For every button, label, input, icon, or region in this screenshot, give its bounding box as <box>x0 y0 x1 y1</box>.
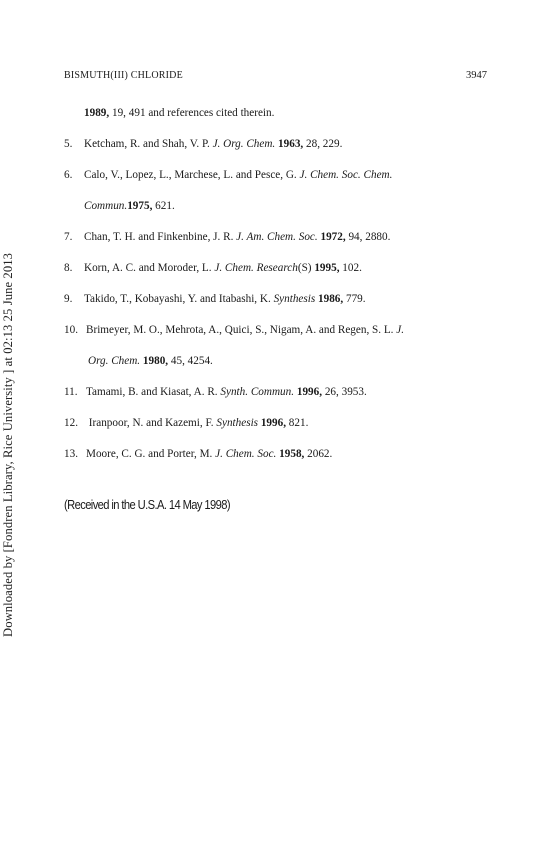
reference-authors: Calo, V., Lopez, L., Marchese, L. and Pesce, G. <box>84 169 300 181</box>
reference-authors: Korn, A. C. and Moroder, L. <box>84 262 215 274</box>
reference-journal: J. <box>396 324 405 336</box>
reference-item-continuation <box>84 200 175 212</box>
reference-rest: 45, 4254. <box>168 355 213 367</box>
reference-rest: 19, 491 and references cited therein. <box>109 107 275 119</box>
reference-number: 9. <box>64 293 73 305</box>
reference-journal: Synthesis <box>273 293 316 305</box>
reference-number: 12. <box>64 417 78 429</box>
reference-number: 5. <box>64 138 73 150</box>
reference-number: 6. <box>64 169 73 181</box>
reference-item <box>64 138 342 150</box>
reference-number: 10. <box>64 324 78 336</box>
reference-journal: Synthesis <box>216 417 259 429</box>
reference-year: 1958, <box>276 448 305 460</box>
reference-authors: Iranpoor, N. and Kazemi, F. <box>86 417 217 429</box>
reference-number: 8. <box>64 262 73 274</box>
reference-suffix: (S) <box>297 262 312 274</box>
reference-year: 1996, <box>294 386 323 398</box>
reference-rest: 26, 3953. <box>322 386 367 398</box>
reference-year: 1972, <box>317 231 346 243</box>
reference-authors: Tamami, B. and Kiasat, A. R. <box>86 386 221 398</box>
reference-journal: Synth. Commun. <box>220 386 295 398</box>
reference-rest: 779. <box>343 293 366 305</box>
reference-journal: J. Chem. Research <box>214 262 298 274</box>
reference-year: 1986, <box>315 293 344 305</box>
reference-journal: J. Am. Chem. Soc. <box>236 231 318 243</box>
reference-item <box>64 324 404 336</box>
reference-rest: 94, 2880. <box>345 231 391 243</box>
reference-item <box>64 386 367 398</box>
reference-journal: Commun. <box>84 200 128 212</box>
reference-journal: J. Org. Chem. <box>212 138 276 150</box>
reference-year: 1989, <box>84 107 110 119</box>
reference-item <box>64 448 332 460</box>
reference-item <box>64 417 308 429</box>
reference-year: 1980, <box>140 355 169 367</box>
reference-item <box>64 293 366 305</box>
reference-authors: Ketcham, R. and Shah, V. P. <box>84 138 213 150</box>
reference-number: 7. <box>64 231 73 243</box>
page-number: 3947 <box>466 70 487 81</box>
reference-journal: J. Chem. Soc. Chem. <box>299 169 393 181</box>
reference-rest: 102. <box>339 262 362 274</box>
reference-continuation <box>84 107 274 119</box>
running-head: BISMUTH(III) CHLORIDE <box>64 70 183 81</box>
reference-year: 1995, <box>311 262 340 274</box>
reference-authors: Chan, T. H. and Finkenbine, J. R. <box>84 231 237 243</box>
reference-item-continuation <box>88 355 213 367</box>
reference-number: 13. <box>64 448 78 460</box>
reference-rest: 621. <box>152 200 175 212</box>
reference-number: 11. <box>64 386 78 398</box>
reference-journal: Org. Chem. <box>88 355 141 367</box>
download-notice-text: Downloaded by [Fondren Library, Rice University ] at 02:13 25 June 2013 <box>1 252 15 637</box>
reference-year: 1963, <box>275 138 304 150</box>
reference-item <box>64 262 362 274</box>
reference-authors: Brimeyer, M. O., Mehrota, A., Quici, S., Nigam, A. and Regen, S. L. <box>86 324 397 336</box>
reference-authors: Moore, C. G. and Porter, M. <box>86 448 216 460</box>
reference-item <box>64 169 392 181</box>
reference-journal: J. Chem. Soc. <box>215 448 277 460</box>
reference-year: 1975, <box>127 200 153 212</box>
reference-year: 1996, <box>258 417 286 429</box>
reference-item <box>64 231 390 243</box>
reference-rest: 28, 229. <box>303 138 343 150</box>
reference-authors: Takido, T., Kobayashi, Y. and Itabashi, K. <box>84 293 274 305</box>
received-date-note: (Received in the U.S.A. 14 May 1998) <box>64 497 231 512</box>
reference-rest: 2062. <box>304 448 333 460</box>
reference-rest: 821. <box>286 417 309 429</box>
